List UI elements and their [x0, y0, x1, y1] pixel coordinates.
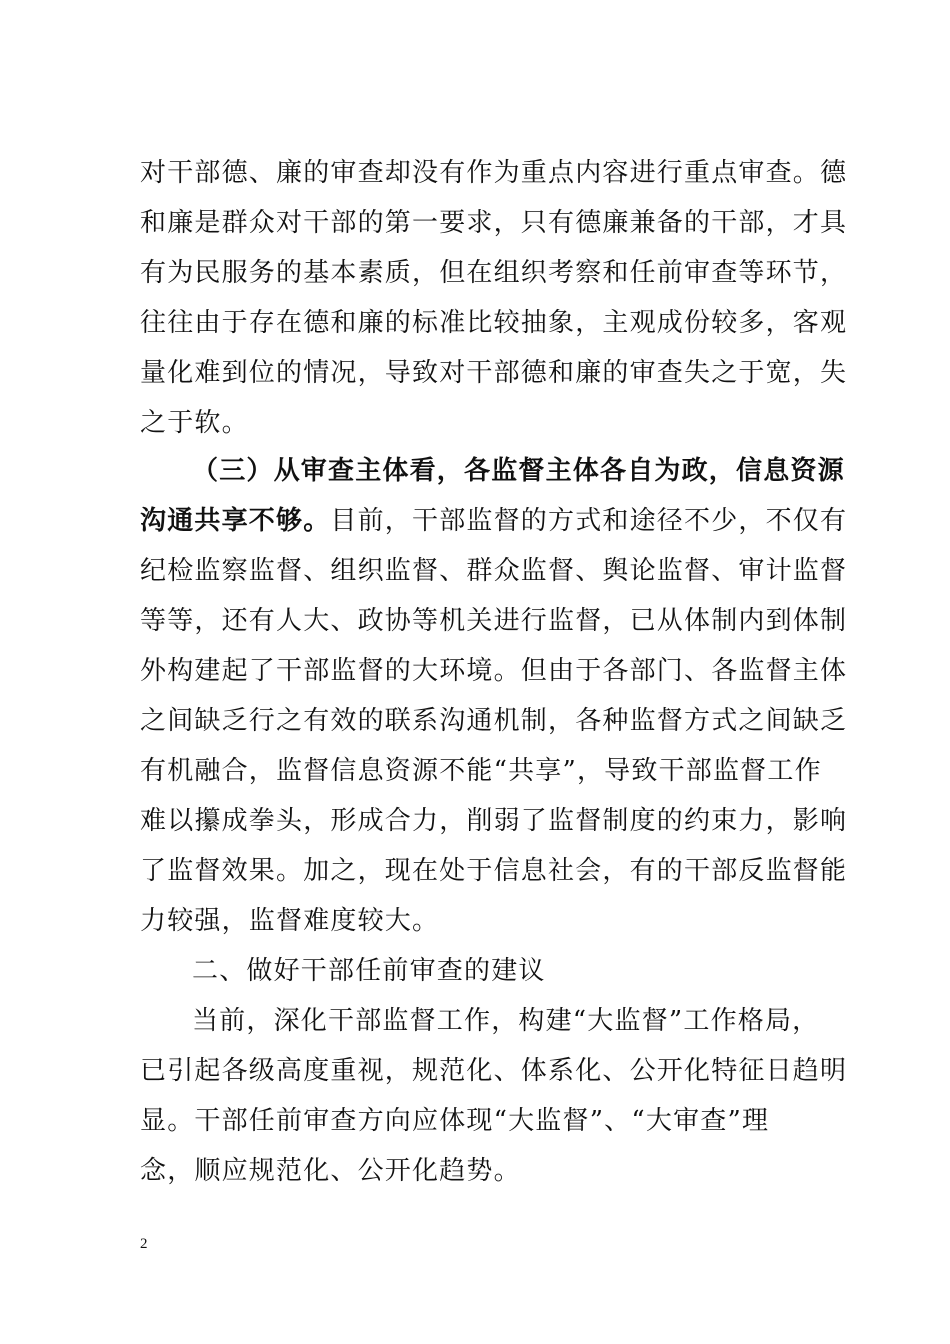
paragraph-3-line-2: 已引起各级高度重视，规范化、体系化、公开化特征日趋明 [140, 1056, 848, 1086]
paragraph-2-line-2 [140, 496, 848, 546]
paragraph-3-line-3: 显。干部任前审查方向应体现“大监督”、“大审查”理 [140, 1106, 770, 1136]
paragraph-2-bold-lead: 沟通共享不够。 [140, 506, 331, 536]
paragraph-2-line-3: 纪检监察监督、组织监督、群众监督、舆论监督、审计监督 [140, 556, 848, 586]
paragraph-1-line-3: 有为民服务的基本素质，但在组织考察和任前审查等环节， [140, 258, 848, 288]
page-number: 2 [140, 1236, 148, 1252]
paragraph-2-line-4: 等等，还有人大、政协等机关进行监督，已从体制内到体制 [140, 606, 848, 636]
paragraph-2-line-9: 了监督效果。加之，现在处于信息社会，有的干部反监督能 [140, 856, 848, 886]
paragraph-2-line-8: 难以攥成拳头，形成合力，削弱了监督制度的约束力，影响 [140, 806, 848, 836]
paragraph-1-line-5: 量化难到位的情况，导致对干部德和廉的审查失之于宽，失 [140, 358, 848, 388]
section-heading: 二、做好干部任前审查的建议 [192, 956, 546, 986]
paragraph-3-line-1: 当前，深化干部监督工作，构建“大监督”工作格局， [192, 1006, 820, 1036]
paragraph-1-line-4: 往往由于存在德和廉的标准比较抽象，主观成份较多，客观 [140, 308, 848, 338]
paragraph-1-line-1: 对干部德、廉的审查却没有作为重点内容进行重点审查。德 [140, 158, 848, 188]
paragraph-2-line-5: 外构建起了干部监督的大环境。但由于各部门、各监督主体 [140, 656, 848, 686]
paragraph-2-line-7: 有机融合，监督信息资源不能“共享”，导致干部监督工作 [140, 756, 822, 786]
paragraph-2-line-2-text: 目前，干部监督的方式和途径不少，不仅有 [330, 506, 848, 536]
paragraph-1-line-6: 之于软。 [140, 408, 249, 438]
paragraph-2-heading-line: （三）从审查主体看，各监督主体各自为政，信息资源 [192, 456, 845, 486]
paragraph-1-line-2: 和廉是群众对干部的第一要求，只有德廉兼备的干部，才具 [140, 208, 848, 238]
paragraph-3-line-4: 念，顺应规范化、公开化趋势。 [140, 1156, 521, 1186]
paragraph-2-line-10: 力较强，监督难度较大。 [140, 906, 440, 936]
paragraph-2-line-6: 之间缺乏行之有效的联系沟通机制，各种监督方式之间缺乏 [140, 706, 848, 736]
